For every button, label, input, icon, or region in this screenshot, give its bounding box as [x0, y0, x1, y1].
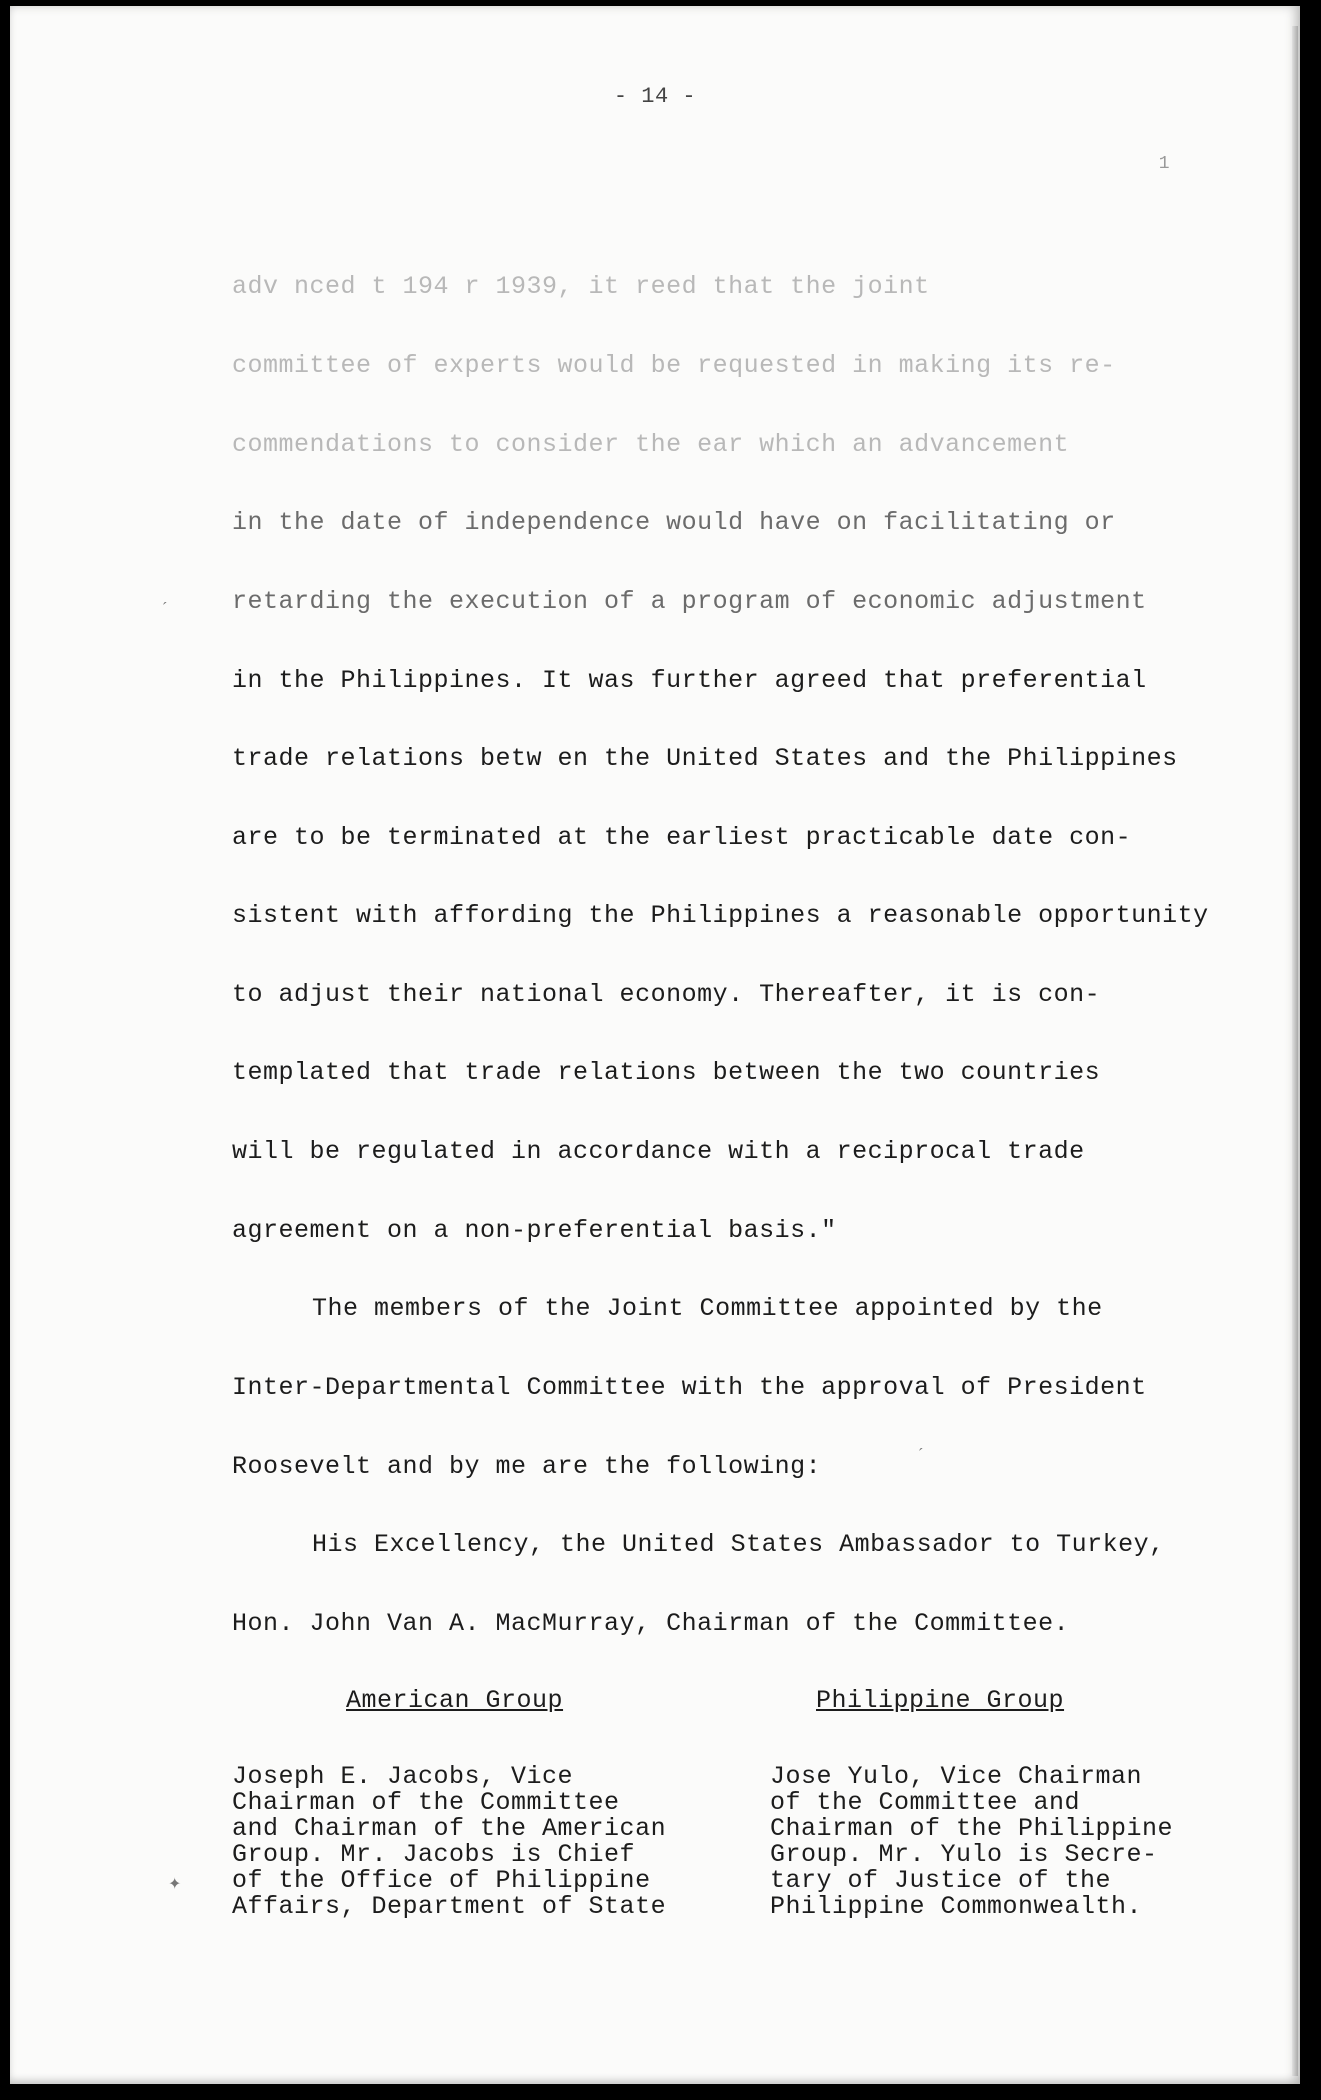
body-line-1: adv nced t 194 r 1939, it reed that the joint [232, 272, 930, 301]
philippine-group-line-1: Jose Yulo, Vice Chairman [770, 1762, 1143, 1791]
paragraph-2-line-1: The members of the Joint Committee appointed by the [312, 1294, 1103, 1323]
body-line-8: are to be terminated at the earliest practicable date con- [232, 823, 1132, 852]
american-group-line-2: Chairman of the Committee [232, 1788, 620, 1817]
philippine-group-line-4: Group. Mr. Yulo is Secre- [770, 1840, 1158, 1869]
body-line-12: will be regulated in accordance with a reciprocal trade [232, 1137, 1085, 1166]
american-group-heading: American Group [346, 1686, 564, 1715]
page-edge-shadow [1292, 26, 1298, 2076]
body-line-3: commendations to consider the ear which an advancement [232, 430, 1070, 459]
document-page [10, 6, 1300, 2084]
chairman-line-1: His Excellency, the United States Ambassador to Turkey, [312, 1530, 1165, 1559]
scan-speck: ˊ [162, 600, 168, 617]
american-group-line-4: Group. Mr. Jacobs is Chief [232, 1840, 636, 1869]
american-group-line-6: Affairs, Department of State [232, 1892, 667, 1921]
margin-mark: 1 [1158, 154, 1170, 174]
body-line-5: retarding the execution of a program of economic adjustment [232, 587, 1147, 616]
paragraph-2-line-3: Roosevelt and by me are the following: [232, 1452, 822, 1481]
page-number: - 14 - [613, 84, 697, 109]
body-line-6: in the Philippines. It was further agreed that preferential [232, 666, 1147, 695]
body-line-10: to adjust their national economy. Thereafter, it is con- [232, 980, 1101, 1009]
scan-speck: ✦ [168, 1876, 182, 1893]
philippine-group-heading: Philippine Group [816, 1686, 1065, 1715]
philippine-group-line-5: tary of Justice of the [770, 1866, 1112, 1895]
body-line-11: templated that trade relations between the two countries [232, 1058, 1101, 1087]
chairman-line-2: Hon. John Van A. MacMurray, Chairman of the Committee. [232, 1609, 1070, 1638]
american-group-line-3: and Chairman of the American [232, 1814, 667, 1843]
body-line-13: agreement on a non-preferential basis." [232, 1216, 837, 1245]
paragraph-2-line-2: Inter-Departmental Committee with the approval of President [232, 1373, 1147, 1402]
body-line-4: in the date of independence would have on facilitating or [232, 508, 1116, 537]
body-line-2: committee of experts would be requested in making its re- [232, 351, 1116, 380]
philippine-group-line-2: of the Committee and [770, 1788, 1081, 1817]
philippine-group-line-6: Philippine Commonwealth. [770, 1892, 1143, 1921]
body-line-7: trade relations betw en the United States and the Philippines [232, 744, 1178, 773]
philippine-group-line-3: Chairman of the Philippine [770, 1814, 1174, 1843]
american-group-line-1: Joseph E. Jacobs, Vice [232, 1762, 574, 1791]
american-group-line-5: of the Office of Philippine [232, 1866, 651, 1895]
body-line-9: sistent with affording the Philippines a reasonable opportunity [232, 901, 1209, 930]
scan-speck: ˊ [918, 1446, 924, 1463]
